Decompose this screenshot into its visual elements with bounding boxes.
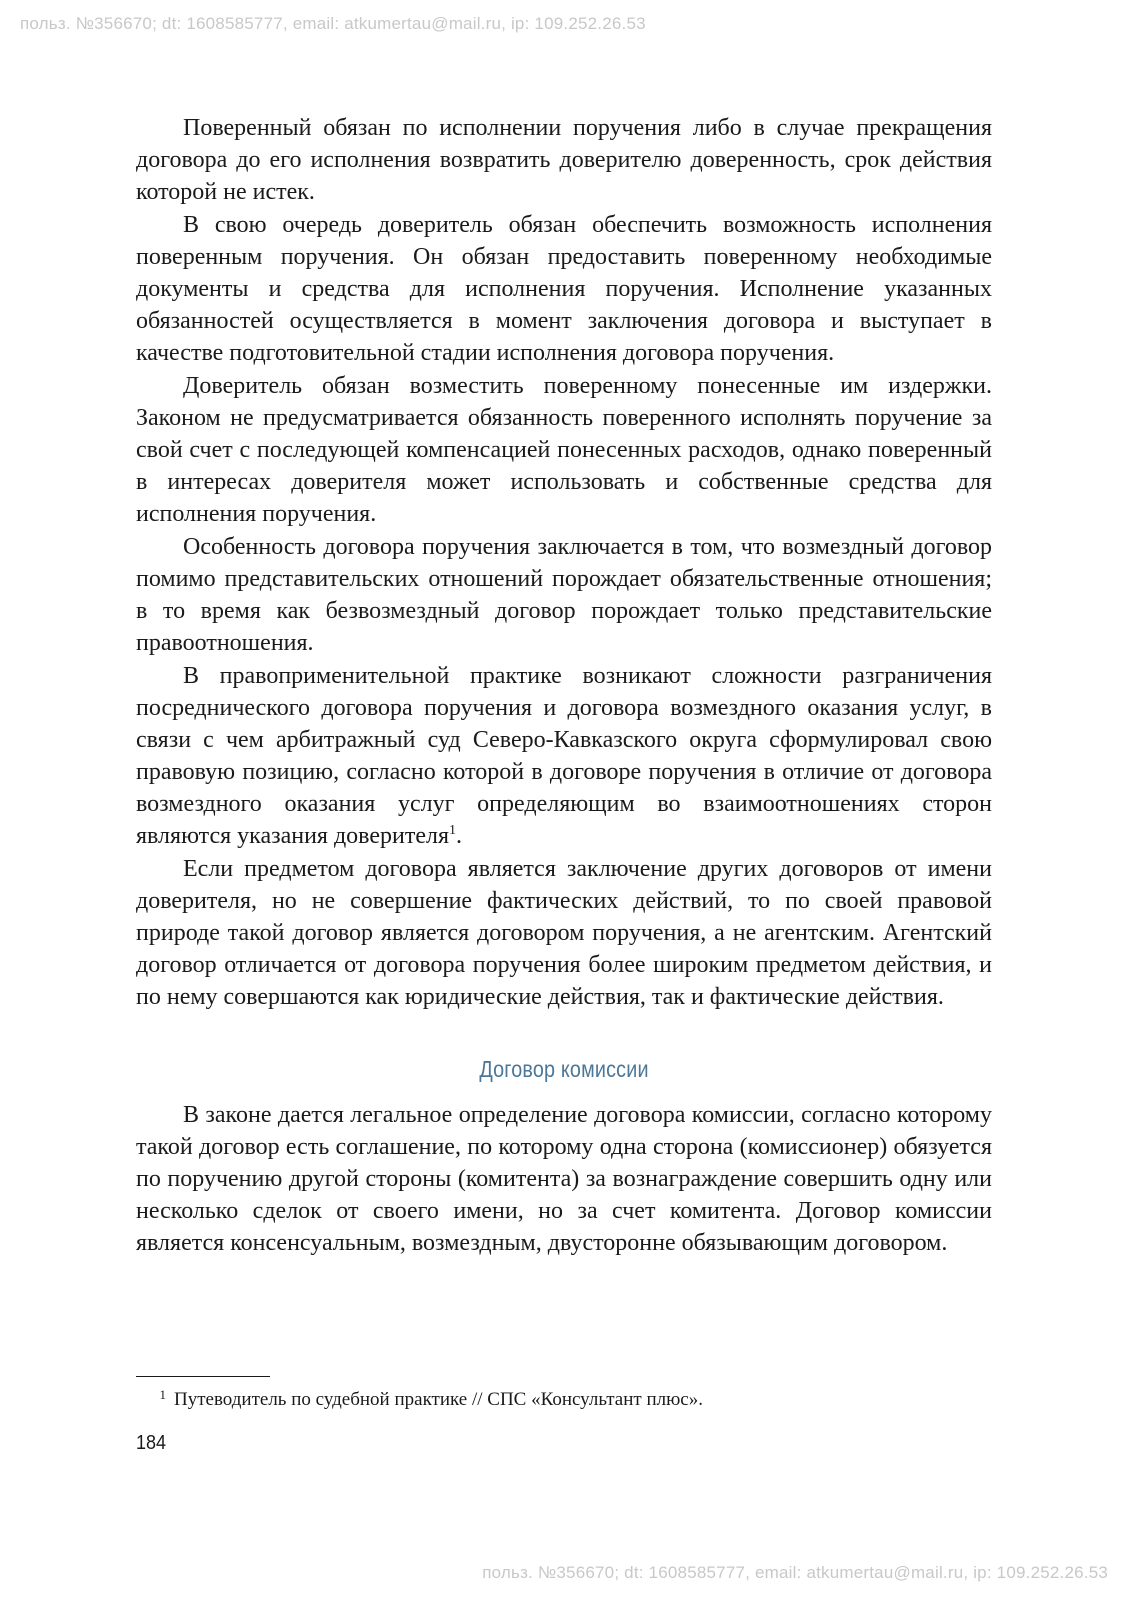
paragraph-5-text: В правоприменительной практике возникают сложности разграничения посреднического договора поручения и договора возмездного оказания услуг, в связи с чем арбитражный суд Северо-Кавказского округа сформулировал свою правовую позицию, согласно которой в договоре поручения в отличие от договора возмездного оказания услуг определяющим во взаимоотношениях сторон являются указания доверителя [136,663,992,849]
paragraph-5-end: . [456,823,463,849]
watermark-bottom: польз. №356670; dt: 1608585777, email: atkumertau@mail.ru, ip: 109.252.26.53 [482,1563,1108,1582]
footnote-divider [136,1376,270,1377]
page-number: 184 [136,1432,167,1454]
paragraph-1: Поверенный обязан по исполнении поручения либо в случае прекращения договора до его исполнения возвратить доверителю доверенность, срок действия которой не истек. [136,115,992,205]
footnote-text: Путеводитель по судебной практике // СПС «Консультант плюс». [174,1389,703,1410]
footnote [136,1382,992,1413]
section-heading: Договор комиссии [479,1056,649,1082]
paragraph-2: В свою очередь доверитель обязан обеспечить возможность исполнения поверенным поручения. Он обязан предоставить поверенному необходимые документы и средства для исполнения поручения. Исполнение указанных обязанностей осуществляется в момент заключения договора и выступает в качестве подготовительной стадии исполнения договора поручения. [136,212,992,366]
paragraph-4: Особенность договора поручения заключается в том, что возмездный договор помимо представительских отношений порождает обязательственные отношения; в то время как безвозмездный договор порождает только представительские правоотношения. [136,534,992,656]
page-body [136,112,992,1260]
paragraph-3: Доверитель обязан возместить поверенному понесенные им издержки. Законом не предусматривается обязанность поверенного исполнять поручение за свой счет с последующей компенсацией понесенных расходов, однако поверенный в интересах доверителя может использовать и собственные средства для исполнения поручения. [136,373,992,527]
paragraph-6: Если предметом договора является заключение других договоров от имени доверителя, но не совершение фактических действий, то по своей правовой природе такой договор является договором поручения, а не агентским. Агентский договор отличается от договора поручения более широким предметом действия, и по нему совершаются как юридические действия, так и фактические действия. [136,856,992,1010]
section-paragraph: В законе дается легальное определение договора комиссии, согласно которому такой договор есть соглашение, по которому одна сторона (комиссионер) обязуется по поручению другой стороны (комитента) за вознаграждение совершить одну или несколько сделок от своего имени, но за счет комитента. Договор комиссии является консенсуальным, возмездным, двусторонне обязывающим договором. [136,1102,992,1256]
footnote-mark: 1 [159,1387,166,1402]
paragraph-5 [136,660,992,852]
watermark-top: польз. №356670; dt: 1608585777, email: atkumertau@mail.ru, ip: 109.252.26.53 [20,14,646,33]
footnote-reference[interactable]: 1 [449,823,457,838]
